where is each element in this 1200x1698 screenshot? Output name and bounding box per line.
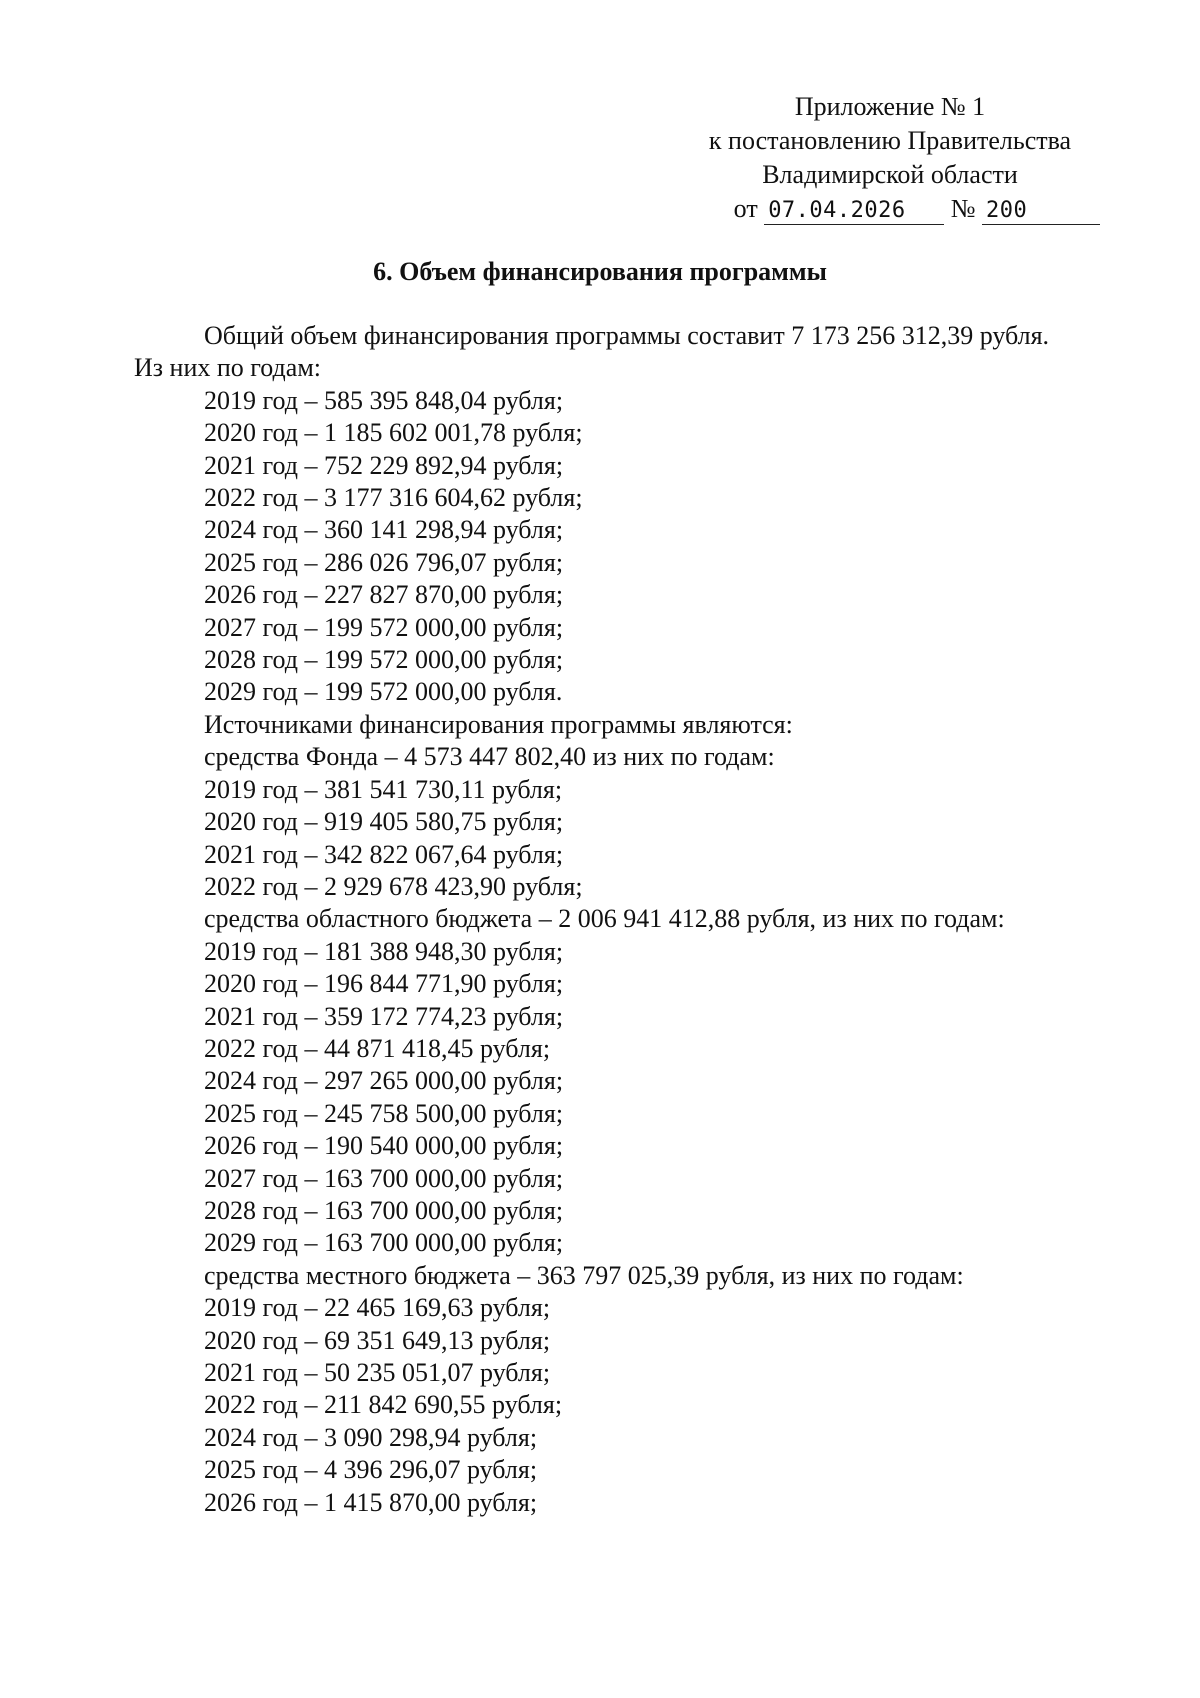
list-item: 2028 год – 163 700 000,00 рубля; xyxy=(204,1195,564,1225)
list-item: 2020 год – 196 844 771,90 рубля; xyxy=(204,969,564,999)
total-financing-sentence: Общий объем финансирования программы составит 7 173 256 312,39 рубля. xyxy=(204,321,1050,350)
list-item: 2028 год – 199 572 000,00 рубля; xyxy=(204,645,564,675)
section-title: 6. Объем финансирования программы xyxy=(373,257,827,286)
by-years-label: Из них по годам: xyxy=(134,353,322,383)
fund-heading: средства Фонда – 4 573 447 802,40 из них по годам: xyxy=(204,742,775,772)
number-prefix: № xyxy=(950,194,976,223)
list-item: 2019 год – 381 541 730,11 рубля; xyxy=(204,774,563,804)
sources-heading: Источниками финансирования программы являются: xyxy=(204,709,793,739)
list-item: 2029 год – 199 572 000,00 рубля. xyxy=(204,677,563,707)
list-item: 2021 год – 359 172 774,23 рубля; xyxy=(204,1001,564,1031)
list-item: 2020 год – 69 351 649,13 рубля; xyxy=(204,1325,551,1355)
decree-date: 07.04.2026 xyxy=(764,198,944,225)
list-item: 2026 год – 190 540 000,00 рубля; xyxy=(204,1131,564,1161)
decree-date-number xyxy=(680,192,1100,226)
list-item: 2019 год – 585 395 848,04 рубля; xyxy=(204,385,564,415)
list-item: 2025 год – 286 026 796,07 рубля; xyxy=(204,547,564,577)
list-item: 2020 год – 1 185 602 001,78 рубля; xyxy=(204,418,583,448)
regional-budget-heading: средства областного бюджета – 2 006 941 412,88 рубля, из них по годам: xyxy=(204,904,1005,934)
appendix-region: Владимирской области xyxy=(762,160,1018,189)
appendix-decree-reference: к постановлению Правительства xyxy=(708,126,1072,155)
list-item: 2022 год – 211 842 690,55 рубля; xyxy=(204,1390,563,1420)
document-body xyxy=(134,320,1124,1519)
list-item: 2024 год – 3 090 298,94 рубля; xyxy=(204,1422,538,1452)
local-budget-heading: средства местного бюджета – 363 797 025,39 рубля, из них по годам: xyxy=(204,1260,964,1290)
list-item: 2022 год – 2 929 678 423,90 рубля; xyxy=(204,871,583,901)
date-prefix: от xyxy=(733,194,758,223)
appendix-number: Приложение № 1 xyxy=(794,92,986,121)
sources-section xyxy=(134,709,1124,1519)
appendix-header xyxy=(680,90,1100,226)
list-item: 2022 год – 3 177 316 604,62 рубля; xyxy=(204,483,583,513)
decree-number: 200 xyxy=(982,198,1100,225)
list-item: 2021 год – 752 229 892,94 рубля; xyxy=(204,450,564,480)
list-item: 2021 год – 50 235 051,07 рубля; xyxy=(204,1358,551,1387)
list-item: 2026 год – 1 415 870,00 рубля; xyxy=(204,1487,538,1517)
list-item: 2019 год – 22 465 169,63 рубля; xyxy=(204,1293,551,1323)
list-item: 2021 год – 342 822 067,64 рубля; xyxy=(204,839,564,869)
list-item: 2025 год – 245 758 500,00 рубля; xyxy=(204,1098,564,1128)
list-item: 2027 год – 199 572 000,00 рубля; xyxy=(204,612,564,642)
list-item: 2019 год – 181 388 948,30 рубля; xyxy=(204,936,564,966)
list-item: 2024 год – 297 265 000,00 рубля; xyxy=(204,1066,564,1096)
list-item: 2026 год – 227 827 870,00 рубля; xyxy=(204,580,564,610)
list-item: 2025 год – 4 396 296,07 рубля; xyxy=(204,1455,538,1485)
list-item: 2029 год – 163 700 000,00 рубля; xyxy=(204,1228,564,1258)
total-by-year-list xyxy=(134,385,1124,709)
list-item: 2022 год – 44 871 418,45 рубля; xyxy=(204,1033,551,1063)
list-item: 2027 год – 163 700 000,00 рубля; xyxy=(204,1163,564,1193)
list-item: 2020 год – 919 405 580,75 рубля; xyxy=(204,807,564,837)
list-item: 2024 год – 360 141 298,94 рубля; xyxy=(204,515,564,545)
